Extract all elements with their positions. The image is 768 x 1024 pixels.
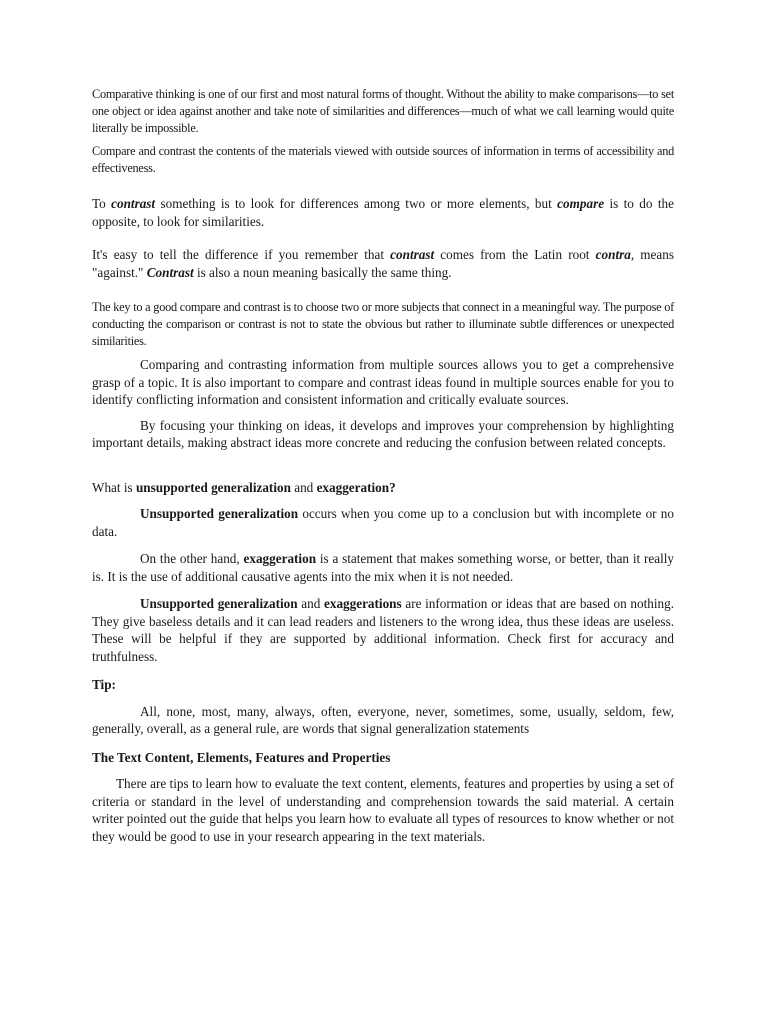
term-contra: contra xyxy=(595,247,631,262)
paragraph-text-content-tips: There are tips to learn how to evaluate the text content, elements, features and properties by using a set of criteria or standard in the level of understanding and comprehension towards the said material. A certain writer pointed out the guide that helps you learn how to evaluate all types of resources to know whether or not they would be good to use in your research appearing in the text materials. xyxy=(92,776,674,844)
paragraph-focusing-thinking: By focusing your thinking on ideas, it develops and improves your comprehension by highlighting important details, making abstract ideas more concrete and reducing the confusion between related concepts. xyxy=(92,417,674,450)
text-segment: is to do the opposite, to look for similarities. xyxy=(92,196,674,229)
paragraph-exaggeration xyxy=(92,550,674,585)
text-segment: What is xyxy=(92,479,136,495)
term-contrast-noun: Contrast xyxy=(146,264,194,280)
paragraph-compare-contents: Compare and contrast the contents of the materials viewed with outside sources of information in terms of accessibility and effectiveness. xyxy=(92,144,674,175)
term-unsupported-generalization: unsupported generalization xyxy=(135,479,291,495)
text-segment: It's easy to tell the difference if you remember that xyxy=(92,247,391,262)
text-segment: and xyxy=(290,479,317,495)
tip-label: Tip: xyxy=(92,677,116,692)
paragraph-signal-words: All, none, most, many, always, often, everyone, never, sometimes, some, usually, seldom, few, generally, overall, as a general rule, are words that signal generalization statements xyxy=(92,703,674,736)
paragraph-baseless-ideas xyxy=(92,595,674,665)
text-segment: is also a noun meaning basically the same thing. xyxy=(193,264,452,280)
text-segment: is a statement that makes something worse, or better, than it really is. It is the use of additional causative agents into the mix when it is not needed. xyxy=(92,551,674,584)
term-exaggeration: exaggeration? xyxy=(316,479,396,495)
paragraph-unsupported-generalization xyxy=(92,505,674,540)
text-segment: To xyxy=(92,196,112,211)
document-page xyxy=(92,86,674,845)
text-segment: comes from the Latin root xyxy=(434,247,596,262)
text-segment: On the other hand, xyxy=(140,551,244,566)
question-heading xyxy=(92,479,674,497)
term-unsupported-generalization: Unsupported generalization xyxy=(140,506,299,521)
text-segment: something is to look for differences among two or more elements, but xyxy=(155,196,558,211)
text-segment: , means "against." xyxy=(92,247,674,280)
term-contrast: contrast xyxy=(390,247,435,262)
paragraph-comparative-thinking: Comparative thinking is one of our first and most natural forms of thought. Without the ability to make comparisons—to set one object or idea against another and take note of similarities and differences—much of what we call learning would quite literally be impossible. xyxy=(92,87,674,135)
paragraph-latin-root xyxy=(92,246,674,281)
term-exaggerations: exaggerations xyxy=(324,596,402,611)
term-compare: compare xyxy=(557,196,605,211)
term-unsupported-generalization: Unsupported generalization xyxy=(140,596,298,611)
term-contrast: contrast xyxy=(111,196,156,211)
text-segment: occurs when you come up to a conclusion but with incomplete or no data. xyxy=(92,506,674,539)
text-segment: are information or ideas that are based on nothing. They give baseless details and it can lead readers and listeners to the wrong idea, thus these ideas are useless. These will be helpful if they are supported by additional information. Check first for accuracy and truthfulness. xyxy=(92,596,675,664)
paragraph-contrast-definition xyxy=(92,195,674,230)
paragraph-key-to-compare: The key to a good compare and contrast is to choose two or more subjects that connect in a meaningful way. The purpose of conducting the comparison or contrast is not to state the obvious but rather to illuminate subtle differences or unexpected similarities. xyxy=(92,300,674,348)
text-segment: and xyxy=(297,596,324,611)
term-exaggeration: exaggeration xyxy=(243,551,317,566)
section-heading: The Text Content, Elements, Features and Properties xyxy=(92,749,391,765)
paragraph-multiple-sources: Comparing and contrasting information from multiple sources allows you to get a comprehensive grasp of a topic. It is also important to compare and contrast ideas found in multiple sources enable for you to identify conflicting information and consistent information and critically evaluate sources. xyxy=(92,357,674,407)
